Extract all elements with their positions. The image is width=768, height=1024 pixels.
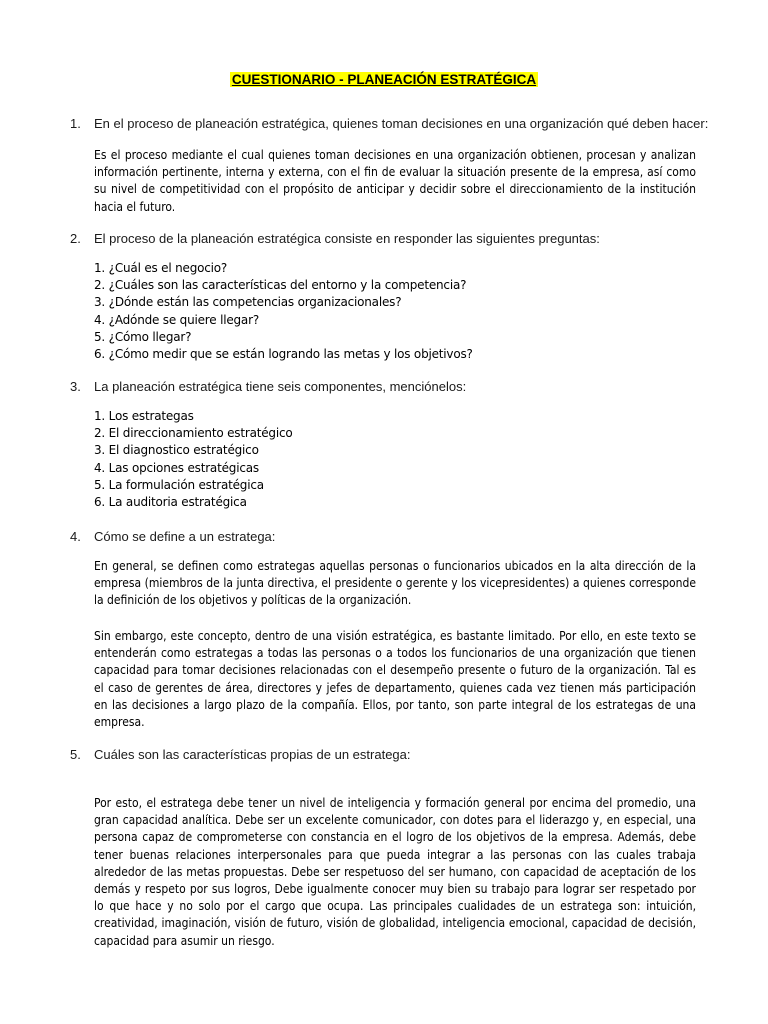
list-item: 1. ¿Cuál es el negocio? xyxy=(94,261,228,275)
question-text: En el proceso de planeación estratégica, quienes toman decisiones en una organización qué deben hacer: xyxy=(94,116,709,131)
list-item: 6. ¿Cómo medir que se están logrando las metas y los objetivos? xyxy=(94,347,473,362)
answer-5: Por esto, el estratega debe tener un nivel de inteligencia y formación general por encima del promedio, una gran capacidad analítica. Debe ser un excelente comunicador, con dotes para el liderazgo y, en especial, una persona capaz de comprometerse con constancia en el logro de los objetivos de la empresa. Además, debe tener buenas relaciones interpersonales para que pueda integrar a las personas con las cuales trabaja alrededor de las metas propuestas. Debe ser respetuoso del ser humano, con capacidad de aceptación de los demás y respeto por sus logros, Debe igualmente conocer muy bien su trabajo para lograr ser respetado por lo que hace y no solo por el cargo que ocupa. Las principales cualidades de un estratega son: intuición, creatividad, imaginación, visión de futuro, visión de globalidad, inteligencia emocional, capacidad de decisión, capacidad para asumir un riesgo. xyxy=(94,796,696,948)
question-text: Cuáles son las características propias de un estratega: xyxy=(94,747,411,762)
question-text: El proceso de la planeación estratégica consiste en responder las siguientes preguntas: xyxy=(94,231,600,246)
list-item: 4. ¿Adónde se quiere llegar? xyxy=(94,312,259,327)
answer-2-list xyxy=(94,260,696,363)
list-item: 5. La formulación estratégica xyxy=(94,477,264,492)
list-item: 1. Los estrategas xyxy=(94,409,194,423)
answer-3-list xyxy=(94,408,696,511)
list-item: 2. ¿Cuáles son las características del entorno y la competencia? xyxy=(94,278,467,293)
answer-4-paragraph-1: En general, se definen como estrategas aquellas personas o funcionarios ubicados en la alta dirección de la empresa (miembros de la junta directiva, el presidente o gerente y los vicepresidentes) a quienes corresponde la definición de los objetivos y políticas de la organización. xyxy=(94,559,696,608)
list-item: 2. El direccionamiento estratégico xyxy=(94,426,293,441)
question-number: 5. xyxy=(70,747,81,762)
question-text: La planeación estratégica tiene seis componentes, menciónelos: xyxy=(94,379,467,394)
document-title: CUESTIONARIO - PLANEACIÓN ESTRATÉGICA xyxy=(231,72,537,87)
list-item: 3. ¿Dónde están las competencias organizacionales? xyxy=(94,295,402,310)
list-item: 3. El diagnostico estratégico xyxy=(94,443,259,458)
question-number: 3. xyxy=(70,379,81,394)
list-item: 6. La auditoria estratégica xyxy=(94,495,247,510)
answer-4-paragraph-2: Sin embargo, este concepto, dentro de una visión estratégica, es bastante limitado. Por ello, en este texto se entenderán como estrategas a todas las personas o a todos los funcionarios de una organización que tienen capacidad para tomar decisiones relacionadas con el desempeño presente o futuro de la organización. Tal es el caso de gerentes de área, directores y jefes de departamento, quienes cada vez tienen más participación en las decisiones a largo plazo de la compañía. Ellos, por tanto, son parte integral de los estrategas de una empresa. xyxy=(94,629,696,730)
question-number: 4. xyxy=(70,529,81,544)
list-item: 4. Las opciones estratégicas xyxy=(94,460,259,475)
question-number: 1. xyxy=(70,116,81,131)
list-item: 5. ¿Cómo llegar? xyxy=(94,329,192,344)
answer-1: Es el proceso mediante el cual quienes toman decisiones en una organización obtienen, procesan y analizan información pertinente, interna y externa, con el fin de evaluar la situación presente de la empresa, así como su nivel de competitividad con el propósito de anticipar y decidir sobre el direccionamiento de la institución hacia el futuro. xyxy=(94,148,696,214)
title-container xyxy=(0,71,768,89)
question-number: 2. xyxy=(70,231,81,246)
question-text: Cómo se define a un estratega: xyxy=(94,529,276,544)
